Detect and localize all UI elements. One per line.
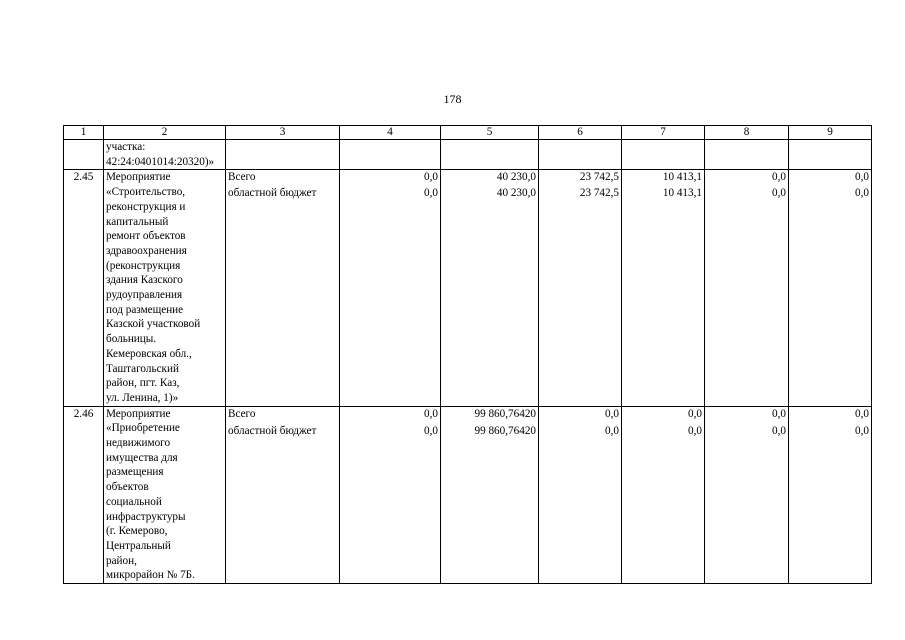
table-cell bbox=[622, 140, 705, 170]
table-cell bbox=[64, 140, 104, 170]
value-cell: 0,0 bbox=[340, 186, 441, 406]
description-line: ремонт объектов bbox=[106, 230, 186, 243]
column-header: 2 bbox=[104, 126, 226, 140]
description-line: 42:24:0401014:20320)» bbox=[106, 155, 215, 168]
table-cell bbox=[441, 140, 539, 170]
value-cell: 0,0 bbox=[340, 170, 441, 186]
description-line: здания Казского bbox=[106, 274, 183, 287]
description-line: реконструкция и bbox=[106, 200, 186, 213]
description-line: микрорайон № 7Б. bbox=[106, 569, 195, 582]
description-line: Центральный bbox=[106, 539, 171, 552]
description-line: больницы. bbox=[106, 333, 157, 346]
value-cell: 40 230,0 bbox=[441, 186, 539, 406]
table-cell bbox=[705, 140, 789, 170]
value-cell: 10 413,1 bbox=[622, 186, 705, 406]
value-cell: 23 742,5 bbox=[539, 186, 622, 406]
description-line: ул. Ленина, 1)» bbox=[106, 391, 179, 404]
column-header: 9 bbox=[789, 126, 872, 140]
description-line: имущества для bbox=[106, 451, 178, 464]
value-cell: 0,0 bbox=[705, 406, 789, 423]
description-line: Мероприятие bbox=[106, 407, 171, 420]
continuation-description bbox=[104, 140, 226, 170]
description-line: рудоуправления bbox=[106, 289, 183, 302]
description-line: социальной bbox=[106, 495, 162, 508]
description-line: Кемеровская обл., bbox=[106, 347, 192, 360]
funding-source: Всего bbox=[226, 406, 340, 423]
entry-description bbox=[104, 406, 226, 583]
description-line: (г. Кемерово, bbox=[106, 525, 168, 538]
table-row bbox=[64, 406, 872, 423]
description-line: размещения bbox=[106, 466, 164, 479]
table-cell bbox=[226, 140, 340, 170]
column-header: 8 bbox=[705, 126, 789, 140]
description-line: Казской участковой bbox=[106, 318, 201, 331]
description-line: здравоохранения bbox=[106, 244, 187, 257]
table-cell bbox=[539, 140, 622, 170]
column-header: 1 bbox=[64, 126, 104, 140]
description-line: под размещение bbox=[106, 303, 184, 316]
description-line: (реконструкция bbox=[106, 259, 181, 272]
value-cell: 0,0 bbox=[789, 170, 872, 186]
value-cell: 99 860,76420 bbox=[441, 424, 539, 584]
value-cell: 0,0 bbox=[539, 424, 622, 584]
entry-index: 2.46 bbox=[64, 406, 104, 583]
column-header: 5 bbox=[441, 126, 539, 140]
header-row bbox=[64, 126, 872, 140]
description-line: инфраструктуры bbox=[106, 510, 186, 523]
table-row bbox=[64, 170, 872, 186]
funding-source: областной бюджет bbox=[226, 186, 340, 406]
value-cell: 23 742,5 bbox=[539, 170, 622, 186]
description-line: недвижимого bbox=[106, 437, 171, 450]
value-cell: 0,0 bbox=[340, 406, 441, 423]
value-cell: 0,0 bbox=[705, 186, 789, 406]
column-header: 6 bbox=[539, 126, 622, 140]
funding-source: областной бюджет bbox=[226, 424, 340, 584]
description-line: Мероприятие bbox=[106, 171, 171, 184]
value-cell: 10 413,1 bbox=[622, 170, 705, 186]
value-cell: 0,0 bbox=[789, 186, 872, 406]
description-line: «Приобретение bbox=[106, 422, 180, 435]
table-cell bbox=[789, 140, 872, 170]
column-header: 3 bbox=[226, 126, 340, 140]
description-line: район, пгт. Каз, bbox=[106, 377, 180, 390]
value-cell: 0,0 bbox=[622, 424, 705, 584]
page-number: 178 bbox=[443, 92, 462, 106]
value-cell: 0,0 bbox=[789, 424, 872, 584]
description-line: объектов bbox=[106, 481, 149, 494]
value-cell: 40 230,0 bbox=[441, 170, 539, 186]
description-line: Таштагольский bbox=[106, 362, 179, 375]
value-cell: 0,0 bbox=[789, 406, 872, 423]
continuation-row bbox=[64, 140, 872, 170]
value-cell: 0,0 bbox=[705, 170, 789, 186]
entry-description bbox=[104, 170, 226, 406]
column-header: 4 bbox=[340, 126, 441, 140]
funding-source: Всего bbox=[226, 170, 340, 186]
value-cell: 0,0 bbox=[622, 406, 705, 423]
entry-index: 2.45 bbox=[64, 170, 104, 406]
value-cell: 0,0 bbox=[539, 406, 622, 423]
column-header: 7 bbox=[622, 126, 705, 140]
value-cell: 0,0 bbox=[340, 424, 441, 584]
description-line: «Строительство, bbox=[106, 186, 186, 199]
budget-table bbox=[63, 125, 872, 584]
table-cell bbox=[340, 140, 441, 170]
description-line: район, bbox=[106, 554, 137, 567]
value-cell: 99 860,76420 bbox=[441, 406, 539, 423]
value-cell: 0,0 bbox=[705, 424, 789, 584]
description-line: участка: bbox=[106, 141, 146, 153]
description-line: капитальный bbox=[106, 215, 169, 228]
